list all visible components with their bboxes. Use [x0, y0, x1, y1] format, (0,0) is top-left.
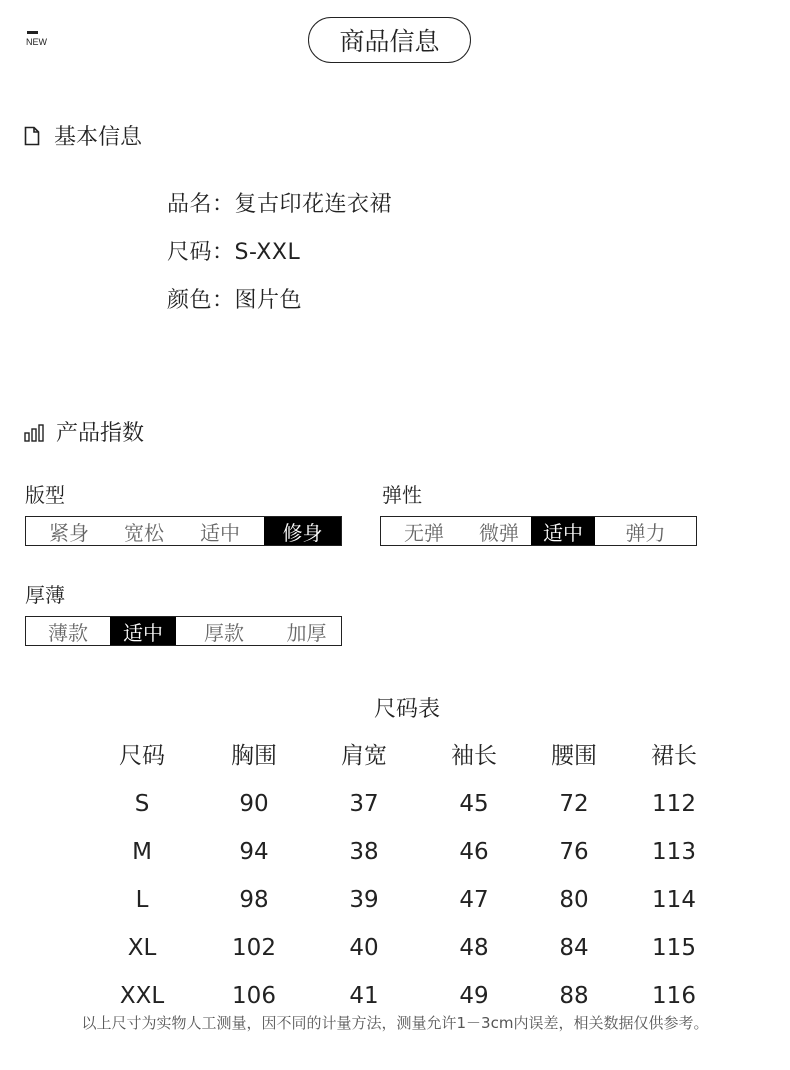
table-row: [0, 784, 790, 824]
elasticity-option: 无弹: [404, 520, 444, 545]
thickness-option: 厚款: [204, 620, 244, 645]
thickness-label: 厚薄: [25, 583, 65, 607]
table-cell: 114: [652, 887, 696, 913]
fit-option: 宽松: [124, 520, 164, 545]
new-badge-text: NEW: [26, 37, 47, 47]
table-cell: XL: [127, 935, 157, 961]
product-index-heading: [24, 416, 144, 447]
table-cell: 40: [349, 935, 379, 961]
info-line-name: 品名：复古印花连衣裙: [167, 192, 393, 217]
table-cell: M: [132, 839, 152, 865]
table-cell: XXL: [119, 983, 165, 1009]
page-title: 商品信息: [308, 17, 471, 63]
document-icon: [24, 126, 42, 146]
table-cell: 94: [239, 839, 269, 865]
table-cell: 88: [559, 983, 589, 1009]
new-badge: [26, 31, 56, 47]
thickness-scale: [25, 616, 342, 646]
table-cell: 41: [349, 983, 379, 1009]
table-cell: 49: [459, 983, 489, 1009]
size-table-header: [0, 736, 790, 776]
fit-option: 紧身: [49, 520, 89, 545]
info-line-color: 颜色：图片色: [167, 288, 303, 313]
table-cell: 116: [652, 983, 696, 1009]
table-cell: 80: [559, 887, 589, 913]
thickness-option: 加厚: [286, 620, 327, 645]
table-row: [0, 928, 790, 968]
table-cell: S: [134, 791, 150, 817]
size-table-title: 尺码表: [373, 697, 440, 722]
fit-option: 适中: [200, 520, 240, 545]
header-cell: 腰围: [551, 743, 597, 769]
header-cell: 胸围: [231, 743, 277, 769]
table-cell: 45: [459, 791, 489, 817]
table-cell: 90: [239, 791, 269, 817]
elasticity-option-selected: 适中: [531, 517, 595, 545]
table-cell: 72: [559, 791, 589, 817]
table-cell: 98: [239, 887, 269, 913]
header-cell: 袖长: [451, 743, 497, 769]
table-cell: 76: [559, 839, 589, 865]
table-cell: 84: [559, 935, 589, 961]
table-cell: 46: [459, 839, 489, 865]
table-cell: L: [135, 887, 149, 913]
table-cell: 37: [349, 791, 379, 817]
bar-chart-icon: [24, 423, 44, 441]
basic-info-heading-text: 基本信息: [54, 125, 143, 150]
product-index-heading-text: 产品指数: [56, 421, 145, 446]
table-cell: 112: [652, 791, 696, 817]
fit-option-selected: 修身: [264, 517, 341, 545]
thickness-option: 薄款: [48, 620, 88, 645]
header-cell: 肩宽: [341, 743, 387, 769]
header-cell: 裙长: [651, 743, 697, 769]
header-cell: 尺码: [119, 743, 165, 769]
table-row: [0, 880, 790, 920]
fit-label: 版型: [25, 483, 65, 507]
table-cell: 106: [232, 983, 276, 1009]
table-cell: 48: [459, 935, 489, 961]
elasticity-scale: [380, 516, 697, 546]
elasticity-option: 弹力: [625, 520, 666, 545]
table-cell: 113: [652, 839, 696, 865]
size-table-note: 以上尺寸为实物人工测量，因不同的计量方法，测量允许1－3cm内误差，相关数据仅供参考。: [81, 1014, 709, 1032]
table-row: [0, 832, 790, 872]
table-cell: 115: [652, 935, 696, 961]
table-cell: 47: [459, 887, 489, 913]
new-badge-bar: [27, 31, 38, 34]
elasticity-label: 弹性: [382, 483, 422, 507]
fit-scale: [25, 516, 342, 546]
thickness-option-selected: 适中: [110, 617, 176, 645]
table-cell: 38: [349, 839, 379, 865]
info-line-size: 尺码：S-XXL: [167, 240, 301, 265]
elasticity-option: 微弹: [479, 520, 519, 545]
table-row: [0, 976, 790, 1016]
table-cell: 102: [232, 935, 276, 961]
basic-info-heading: [24, 120, 142, 151]
table-cell: 39: [349, 887, 379, 913]
